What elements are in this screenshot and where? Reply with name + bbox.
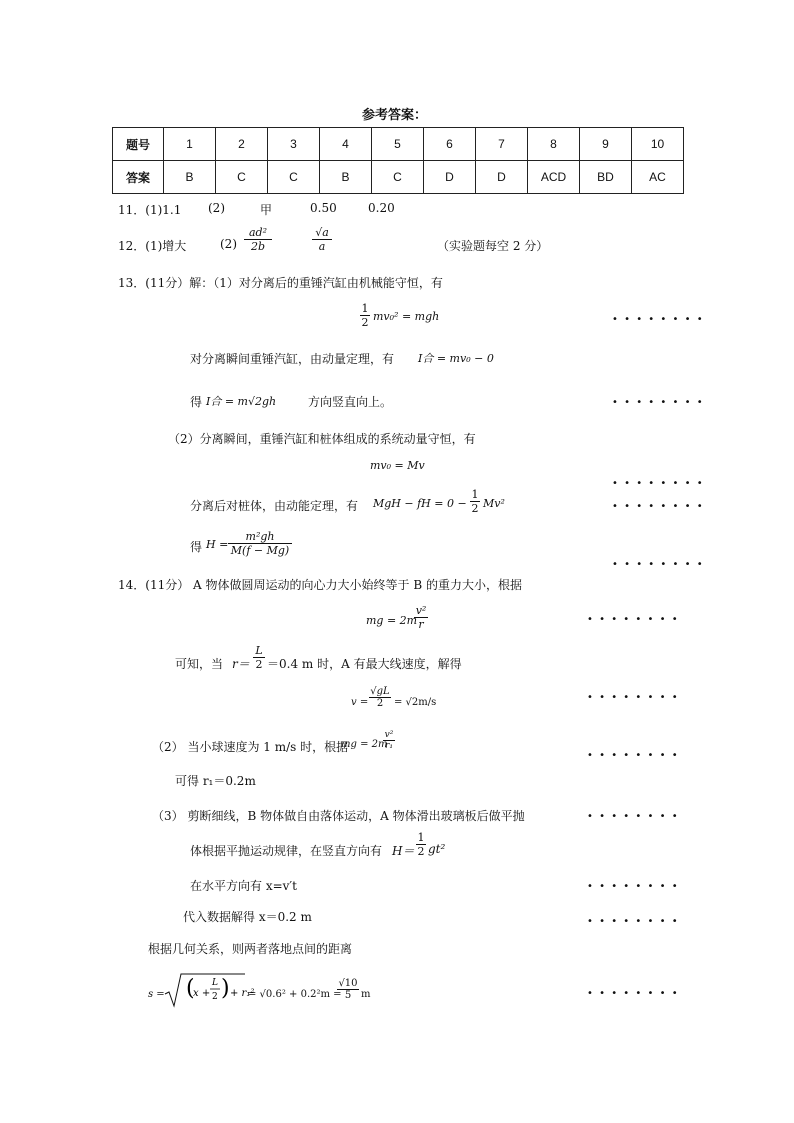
q11-value-1: 甲 (260, 203, 273, 217)
numerator: v² (415, 604, 427, 617)
q14-part2-result: 可得 r₁＝0.2m (175, 774, 256, 788)
table-answer-label: 答案 (113, 161, 164, 194)
q14-part3-half-frac (416, 831, 426, 858)
table-cell: 10 (632, 128, 684, 161)
table-cell: BD (580, 161, 632, 194)
q13-momentum-eq: mv₀ = Mv (370, 459, 425, 472)
q11-part2: (2) (208, 201, 225, 215)
score-dots: •••••••• (612, 478, 709, 489)
denominator: 2 (369, 697, 391, 709)
numerator: 1 (471, 488, 479, 501)
q14-part3-b-eq: H＝ (392, 844, 415, 858)
q11-value-3: 0.20 (368, 201, 395, 215)
numerator: v² (384, 730, 394, 740)
denominator: r (414, 617, 428, 631)
page-title: 参考答案： (362, 108, 428, 123)
q14-part3-b: 体根据平抛运动规律，在竖直方向有 (190, 844, 383, 858)
q14-line2-a: 可知，当 (175, 657, 224, 671)
answer-table (112, 127, 684, 194)
table-cell: C (216, 161, 268, 194)
table-cell: 9 (580, 128, 632, 161)
numerator: 1 (361, 302, 369, 315)
table-cell: B (320, 161, 372, 194)
q14-eq2-frac (369, 686, 391, 709)
q11-label: 11．(1)1.1 (118, 203, 182, 217)
q14-part3-b-tail: gt² (428, 842, 446, 856)
q13-line6-a: 得 (190, 540, 203, 554)
frac-num: L (212, 978, 218, 988)
denominator: a (312, 239, 332, 253)
numerator: L (255, 644, 263, 657)
score-dots: •••••••• (587, 988, 684, 999)
paren-left: ( (186, 976, 195, 1001)
table-cell: 7 (476, 128, 528, 161)
table-cell: 6 (424, 128, 476, 161)
denominator: r₁ (383, 740, 395, 751)
x-plus: x + (193, 988, 211, 999)
q14-final-frac (337, 978, 359, 1001)
numerator: √a (315, 226, 329, 239)
denominator: 2 (471, 502, 479, 515)
q13-part2-intro: （2）分离瞬间，重锤汽缸和桩体组成的系统动量守恒，有 (168, 432, 476, 446)
q13-line2: 对分离瞬间重锤汽缸，由动量定理，有 (190, 352, 395, 366)
q14-part3-a: （3） 剪断细线，B 物体做自由落体运动，A 物体滑出玻璃板后做平抛 (152, 809, 525, 823)
q13-line6-eq: H = (206, 538, 229, 551)
q14-part3-c: 在水平方向有 x=v′t (190, 879, 297, 893)
numerator: m²gh (245, 530, 275, 543)
table-cell: C (372, 161, 424, 194)
q11-value-2: 0.50 (310, 201, 337, 215)
table-row (113, 161, 684, 194)
q14-part3-d: 代入数据解得 x＝0.2 m (183, 910, 312, 924)
score-dots: •••••••• (587, 692, 684, 703)
plus-r1: + r₁² (230, 988, 255, 999)
score-dots: •••••••• (587, 750, 684, 761)
q12-note: （实验题每空 2 分） (437, 239, 549, 253)
score-dots: •••••••• (612, 559, 709, 570)
q13-half-frac (470, 488, 480, 515)
q13-line5-eq: MgH − fH = 0 − (373, 497, 467, 510)
q14-part2-eq: mg = 2m (341, 739, 388, 750)
q13-line5-eq2: Mv² (483, 497, 505, 510)
score-dots: •••••••• (587, 614, 684, 625)
q13-line3-eq: I合 = m√2gh (206, 395, 277, 408)
table-header-label: 题号 (113, 128, 164, 161)
q14-line2-frac (253, 644, 265, 671)
q13-line5: 分离后对桩体，由动能定理，有 (190, 499, 359, 513)
q13-eq1-frac (360, 302, 370, 329)
q13-result-frac (228, 530, 292, 557)
q12-fraction-1 (244, 226, 272, 253)
table-cell: D (424, 161, 476, 194)
table-row (113, 128, 684, 161)
q14-part3-e: 根据几何关系，则两者落地点间的距离 (148, 942, 353, 956)
q14-final-mid: = √0.6² + 0.2²m = (248, 989, 342, 1000)
table-cell: 1 (164, 128, 216, 161)
score-dots: •••••••• (587, 881, 684, 892)
paren-right: ) (221, 976, 230, 1001)
q13-line2-eq: I合 = mv₀ − 0 (418, 352, 494, 365)
score-dots: •••••••• (612, 501, 709, 512)
q12-part2: (2) (220, 237, 237, 251)
denominator: 5 (337, 989, 359, 1001)
table-cell: AC (632, 161, 684, 194)
table-cell: 4 (320, 128, 372, 161)
q14-final-l: s = (148, 989, 165, 1000)
q12-fraction-2 (312, 226, 332, 253)
q14-eq1: mg = 2m (366, 614, 418, 627)
q14-part2-frac (383, 730, 395, 751)
q14-eq2-r: = √2m/s (394, 697, 437, 708)
score-dots: •••••••• (587, 811, 684, 822)
numerator: √10 (338, 978, 358, 989)
q14-line2-r: r＝ (232, 657, 250, 671)
table-cell: D (476, 161, 528, 194)
q13-intro: 13．(11分）解：（1）对分离后的重锤汽缸由机械能守恒，有 (118, 276, 443, 290)
denominator: 2 (253, 657, 265, 671)
q14-final-radical (164, 972, 255, 1010)
numerator: ad² (248, 226, 267, 239)
q14-final-unit: m (361, 989, 371, 1000)
denominator: 2 (417, 845, 425, 858)
q14-eq2-l: v = (351, 697, 369, 708)
q13-line3-b: 方向竖直向上。 (308, 395, 393, 409)
numerator: √gL (370, 686, 390, 697)
denominator: 2 (361, 316, 369, 329)
q14-part2-a: （2） 当小球速度为 1 m/s 时，根据 (152, 740, 349, 754)
table-cell: 5 (372, 128, 424, 161)
q13-line3-a: 得 (190, 395, 203, 409)
frac-den: 2 (212, 992, 218, 1002)
q12-label: 12．(1)增大 (118, 239, 187, 253)
score-dots: •••••••• (612, 397, 709, 408)
score-dots: •••••••• (587, 916, 684, 927)
table-cell: B (164, 161, 216, 194)
table-cell: 3 (268, 128, 320, 161)
q13-eq1: mv₀² = mgh (373, 310, 440, 323)
table-cell: 2 (216, 128, 268, 161)
q14-eq1-frac (414, 604, 428, 631)
q14-line2-b: ＝0.4 m 时，A 有最大线速度，解得 (267, 657, 462, 671)
table-cell: C (268, 161, 320, 194)
denominator: M(f − Mg) (228, 543, 292, 557)
score-dots: •••••••• (612, 314, 709, 325)
table-cell: ACD (528, 161, 580, 194)
denominator: 2b (244, 239, 272, 253)
q14-intro: 14．(11分） A 物体做圆周运动的向心力大小始终等于 B 的重力大小，根据 (118, 578, 522, 592)
table-cell: 8 (528, 128, 580, 161)
numerator: 1 (417, 831, 425, 844)
